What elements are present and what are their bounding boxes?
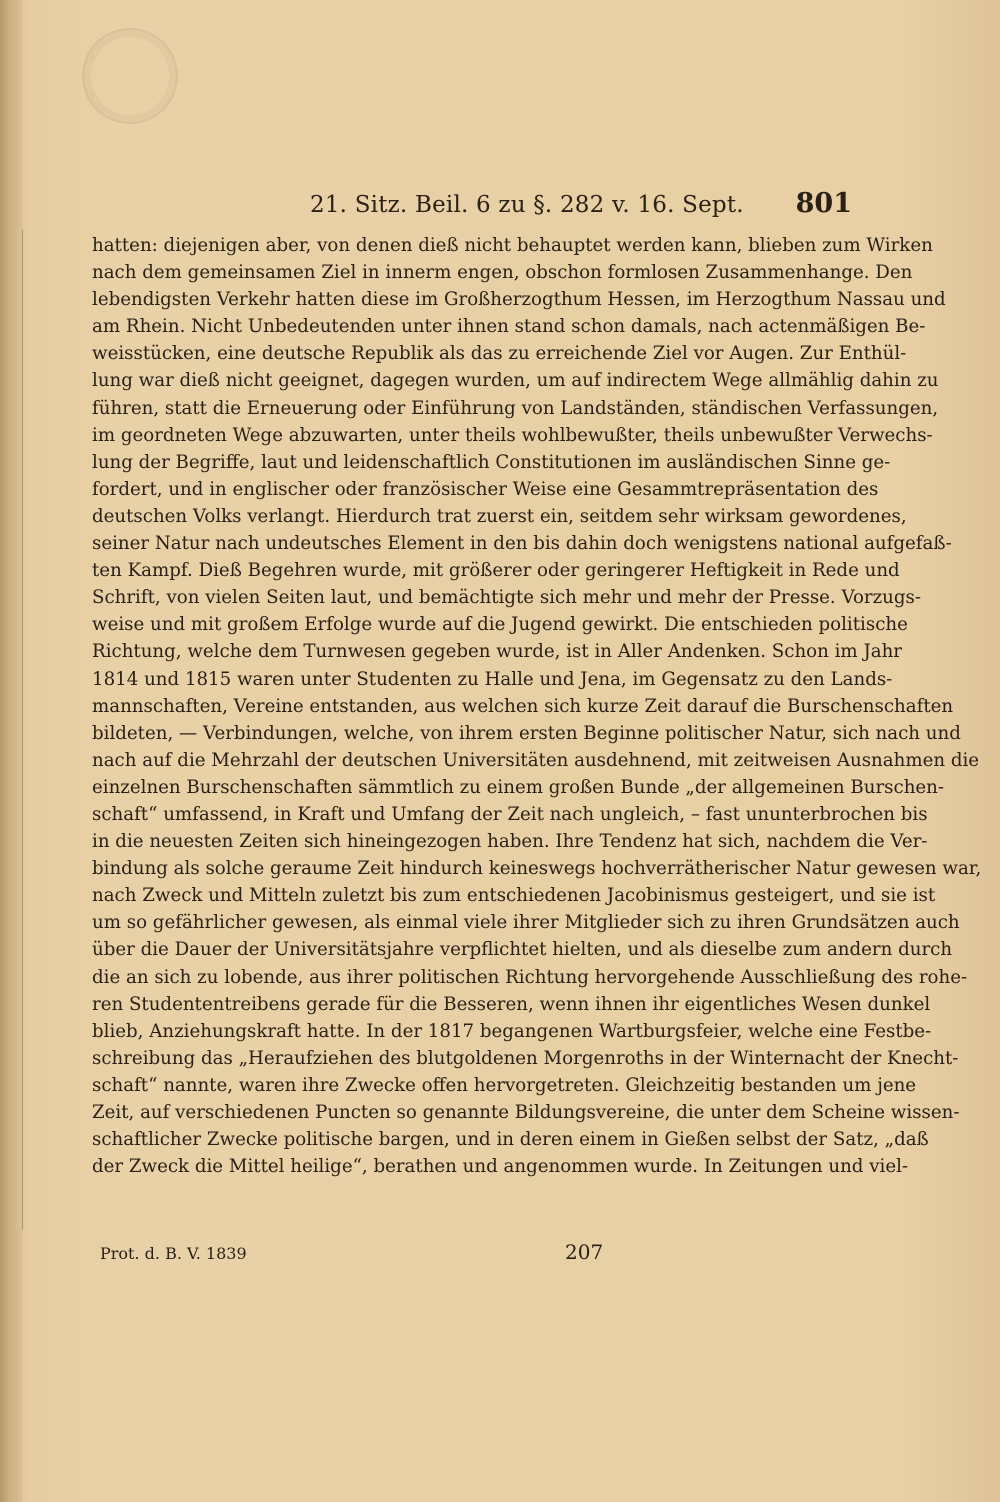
text-line: über die Dauer der Universitätsjahre verpflichtet hielten, und als dieselbe zum andern durch: [92, 939, 953, 961]
running-head: 21. Sitz. Beil. 6 zu §. 282 v. 16. Sept.: [310, 192, 744, 218]
text-line: seiner Natur nach undeutsches Element in den bis dahin doch wenigstens national aufgefaß-: [92, 533, 952, 555]
text-line: blieb, Anziehungskraft hatte. In der 1817 begangenen Wartburgsfeier, welche eine Festbe-: [92, 1020, 932, 1042]
text-line: im geordneten Wege abzuwarten, unter theils wohlbewußter, theils unbewußter Verwechs-: [92, 424, 933, 446]
text-line: die an sich zu lobende, aus ihrer politischen Richtung hervorgehende Ausschließung des rohe-: [92, 966, 968, 988]
text-line: 1814 und 1815 waren unter Studenten zu Halle und Jena, im Gegensatz zu den Lands-: [92, 668, 893, 690]
printer-signature: 207: [565, 1240, 604, 1264]
text-line: fordert, und in englischer oder französischer Weise eine Gesammtrepräsentation des: [92, 478, 879, 500]
text-line: führen, statt die Erneuerung oder Einführung von Landständen, ständischen Verfassungen,: [92, 397, 939, 419]
text-line: lung der Begriffe, laut und leidenschaftlich Constitutionen im ausländischen Sinne ge-: [92, 451, 891, 473]
text-line: nach Zweck und Mitteln zuletzt bis zum entschiedenen Jacobinismus gesteigert, und sie ist: [92, 885, 936, 907]
text-line: nach auf die Mehrzahl der deutschen Universitäten ausdehnend, mit zeitweisen Ausnahmen die: [92, 749, 980, 771]
text-line: weise und mit großem Erfolge wurde auf die Jugend gewirkt. Die entschieden politische: [92, 614, 908, 636]
binding-gutter: [0, 0, 22, 1502]
text-line: deutschen Volks verlangt. Hierdurch trat zuerst ein, seitdem sehr wirksam gewordenes,: [92, 505, 907, 527]
library-stamp: [82, 28, 178, 124]
text-line: mannschaften, Vereine entstanden, aus welchen sich kurze Zeit darauf die Burschenschaften: [92, 695, 954, 717]
footer-imprint: Prot. d. B. V. 1839: [100, 1244, 247, 1263]
text-line: in die neuesten Zeiten sich hineingezogen haben. Ihre Tendenz hat sich, nachdem die Ver-: [92, 831, 928, 853]
page-footer: [100, 1240, 850, 1270]
text-line: schaft“ nannte, waren ihre Zwecke offen hervorgetreten. Gleichzeitig bestanden um jene: [92, 1074, 917, 1096]
text-line: lebendigsten Verkehr hatten diese im Großherzogthum Hessen, im Herzogthum Nassau und: [92, 289, 946, 311]
text-line: ren Studententreibens gerade für die Besseren, wenn ihnen ihr eigentliches Wesen dunkel: [92, 993, 931, 1015]
text-line: schreibung das „Heraufziehen des blutgoldenen Morgenroths in der Winternacht der Knecht-: [92, 1047, 959, 1069]
text-line: schaftlicher Zwecke politische bargen, und in deren einem in Gießen selbst der Satz, „daß: [92, 1129, 929, 1151]
text-line: einzelnen Burschenschaften sämmtlich zu einem großen Bunde „der allgemeinen Burschen-: [92, 776, 945, 798]
gutter-rule: [22, 230, 23, 1230]
body-text: [92, 232, 982, 1180]
text-line: weisstücken, eine deutsche Republik als das zu erreichende Ziel vor Augen. Zur Enthül-: [92, 343, 907, 365]
text-line: bildeten, — Verbindungen, welche, von ihrem ersten Beginne politischer Natur, sich nach und: [92, 722, 961, 744]
text-line: lung war dieß nicht geeignet, dagegen wurden, um auf indirectem Wege allmählig dahin zu: [92, 370, 939, 392]
text-line: bindung als solche geraume Zeit hindurch keineswegs hochverrätherischer Natur gewesen war,: [92, 858, 982, 880]
text-line: nach dem gemeinsamen Ziel in innerm engen, obschon formlosen Zusammenhange. Den: [92, 262, 913, 284]
text-line: hatten: diejenigen aber, von denen dieß nicht behauptet werden kann, blieben zum Wirken: [92, 235, 933, 256]
text-line: um so gefährlicher gewesen, als einmal viele ihrer Mitglieder sich zu ihren Grundsätzen auch: [92, 912, 960, 934]
text-line: Schrift, von vielen Seiten laut, und bemächtigte sich mehr und mehr der Presse. Vorzugs-: [92, 587, 922, 609]
text-line: Richtung, welche dem Turnwesen gegeben wurde, ist in Aller Andenken. Schon im Jahr: [92, 641, 902, 663]
text-line: ten Kampf. Dieß Begehren wurde, mit größerer oder geringerer Heftigkeit in Rede und: [92, 560, 900, 582]
text-line: Zeit, auf verschiedenen Puncten so genannte Bildungsvereine, die unter dem Scheine wissen-: [92, 1102, 960, 1123]
page-header: [92, 184, 852, 228]
text-line: am Rhein. Nicht Unbedeutenden unter ihnen stand schon damals, nach actenmäßigen Be-: [92, 316, 926, 338]
page-number: 801: [795, 188, 852, 219]
text-line: schaft“ umfassend, in Kraft und Umfang der Zeit nach ungleich, – fast ununterbrochen bis: [92, 803, 928, 825]
text-line: der Zweck die Mittel heilige“, berathen und angenommen wurde. In Zeitungen und viel-: [92, 1156, 909, 1178]
